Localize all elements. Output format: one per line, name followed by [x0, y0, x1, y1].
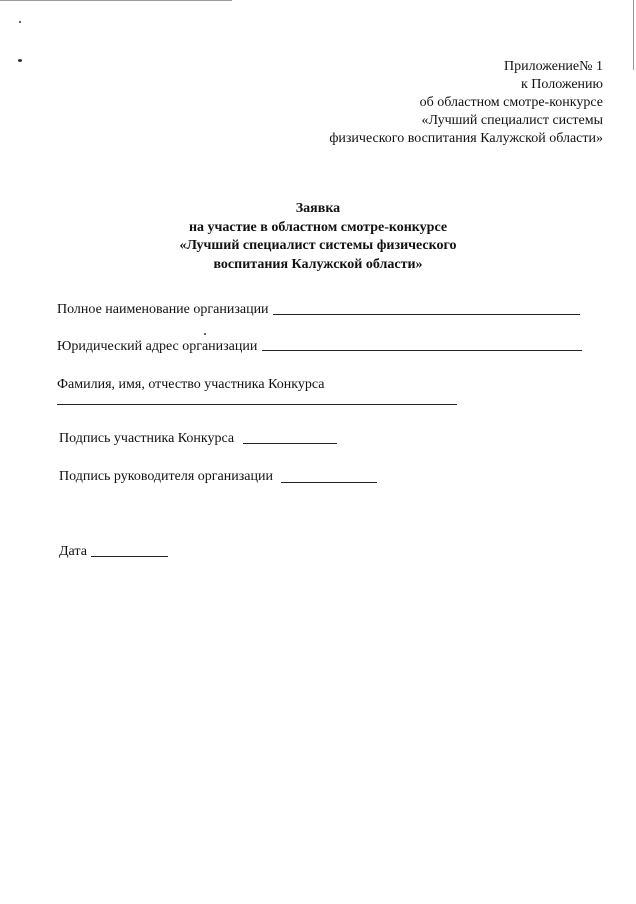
appendix-line: к Положению	[520, 77, 603, 92]
scan-speck	[204, 333, 206, 335]
appendix-line: Приложение№ 1	[504, 59, 603, 74]
title-line: воспитания Калужской области»	[213, 256, 423, 272]
scan-edge-top	[0, 0, 232, 1]
title-line: «Лучший специалист системы физического	[179, 238, 457, 253]
participant-signature-blank[interactable]	[243, 443, 337, 444]
document-title	[0, 200, 636, 274]
date-label: Дата	[59, 544, 87, 559]
participant-name-blank[interactable]	[57, 404, 457, 405]
org-address-label: Юридический адрес организации	[57, 339, 258, 354]
appendix-note	[329, 58, 603, 148]
appendix-line: об областном смотре-конкурсе	[419, 95, 603, 110]
title-line: на участие в областном смотре-конкурсе	[188, 219, 448, 235]
appendix-line: физического воспитания Калужской области»	[329, 131, 603, 146]
title-line: Заявка	[295, 201, 341, 216]
scan-edge-right	[633, 0, 634, 70]
participant-name-label: Фамилия, имя, отчество участника Конкурса	[57, 377, 325, 392]
org-name-blank[interactable]	[273, 314, 580, 315]
participant-signature-label: Подпись участника Конкурса	[59, 431, 235, 446]
head-signature-label: Подпись руководителя организации	[59, 469, 273, 484]
org-address-blank[interactable]	[262, 350, 582, 351]
scan-speck	[19, 21, 21, 23]
head-signature-blank[interactable]	[281, 482, 377, 483]
scan-speck	[18, 59, 22, 62]
org-name-label: Полное наименование организации	[57, 302, 269, 317]
date-blank[interactable]	[91, 556, 168, 557]
appendix-line: «Лучший специалист системы	[421, 113, 603, 128]
